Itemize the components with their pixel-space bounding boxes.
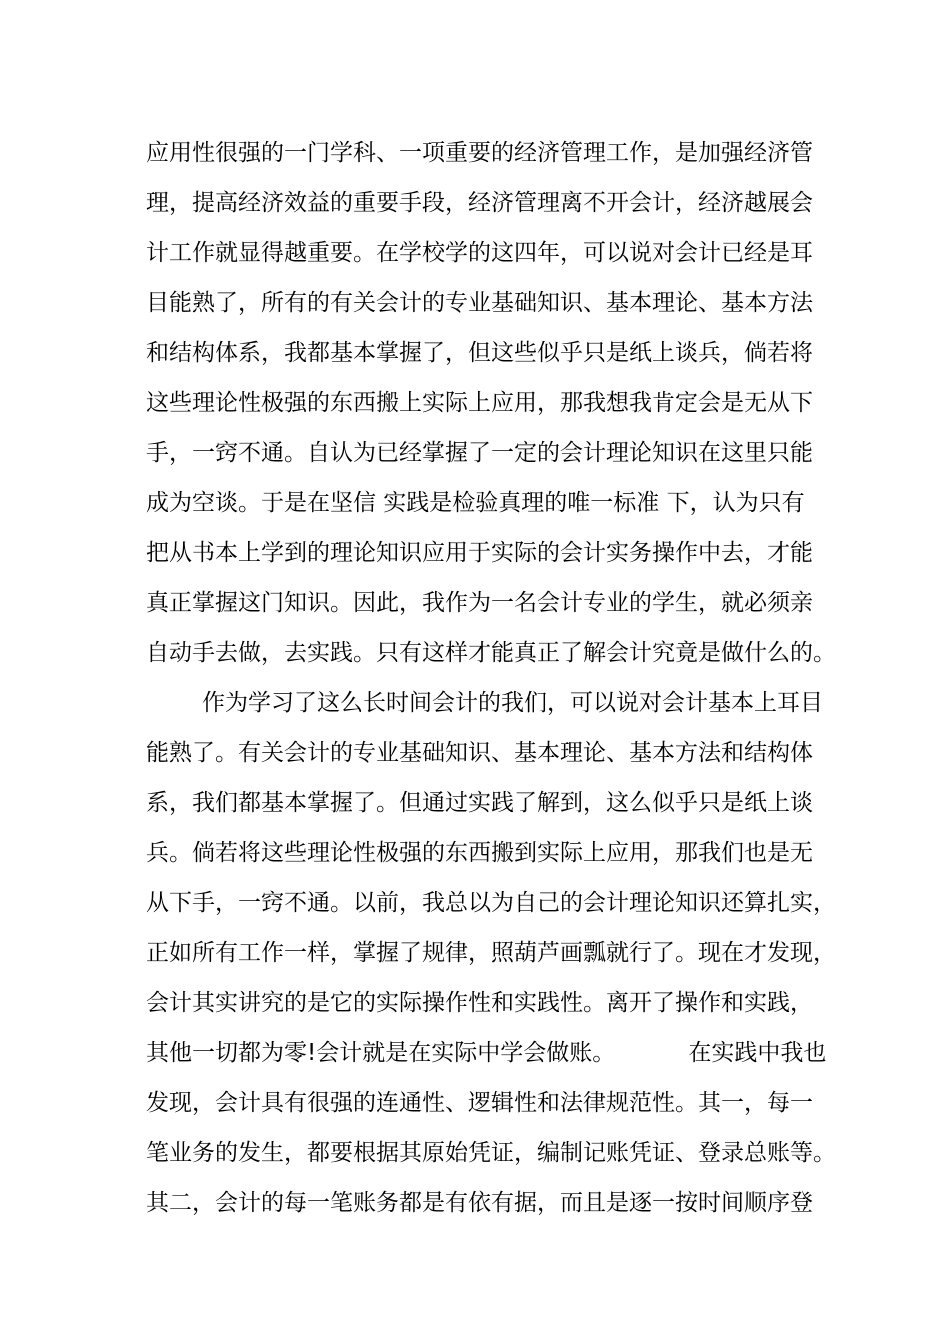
text-line: 从下手，一窍不通。以前，我总以为自己的会计理论知识还算扎实， — [146, 890, 836, 916]
text-line: 手，一窍不通。自认为已经掌握了一定的会计理论知识在这里只能 — [146, 440, 813, 466]
text-line: 理，提高经济效益的重要手段，经济管理离不开会计，经济越展会 — [146, 190, 813, 216]
text-line: 这些理论性极强的东西搬上实际上应用，那我想我肯定会是无从下 — [146, 390, 813, 416]
text-line: 能熟了。有关会计的专业基础知识、基本理论、基本方法和结构体 — [146, 740, 813, 766]
text-line: 真正掌握这门知识。因此，我作为一名会计专业的学生，就必须亲 — [146, 590, 813, 616]
text-line: 发现，会计具有很强的连通性、逻辑性和法律规范性。其一，每一 — [146, 1090, 813, 1116]
text-line: 笔业务的发生，都要根据其原始凭证，编制记账凭证、登录总账等。 — [146, 1140, 836, 1166]
text-line: 把从书本上学到的理论知识应用于实际的会计实务操作中去，才能 — [146, 540, 813, 566]
text-line: 和结构体系，我都基本掌握了，但这些似乎只是纸上谈兵，倘若将 — [146, 340, 813, 366]
text-line: 系，我们都基本掌握了。但通过实践了解到，这么似乎只是纸上谈 — [146, 790, 813, 816]
text-line: 成为空谈。于是在坚信 实践是检验真理的唯一标准 下，认为只有 — [146, 490, 805, 516]
paragraph-first-line: 作为学习了这么长时间会计的我们，可以说对会计基本上耳目 — [202, 690, 823, 716]
text-line: 兵。倘若将这些理论性极强的东西搬到实际上应用，那我们也是无 — [146, 840, 813, 866]
text-line: 其二，会计的每一笔账务都是有依有据，而且是逐一按时间顺序登 — [146, 1190, 813, 1216]
text-line: 会计其实讲究的是它的实际操作性和实践性。离开了操作和实践， — [146, 990, 813, 1016]
text-line: 目能熟了，所有的有关会计的专业基础知识、基本理论、基本方法 — [146, 290, 813, 316]
text-line: 计工作就显得越重要。在学校学的这四年，可以说对会计已经是耳 — [146, 240, 813, 266]
text-line: 自动手去做，去实践。只有这样才能真正了解会计究竟是做什么的。 — [146, 640, 836, 666]
text-line: 其他一切都为零!会计就是在实际中学会做账。 在实践中我也 — [146, 1040, 827, 1066]
text-line: 应用性很强的一门学科、一项重要的经济管理工作，是加强经济管 — [146, 140, 813, 166]
text-line: 正如所有工作一样，掌握了规律，照葫芦画瓢就行了。现在才发现， — [146, 940, 836, 966]
